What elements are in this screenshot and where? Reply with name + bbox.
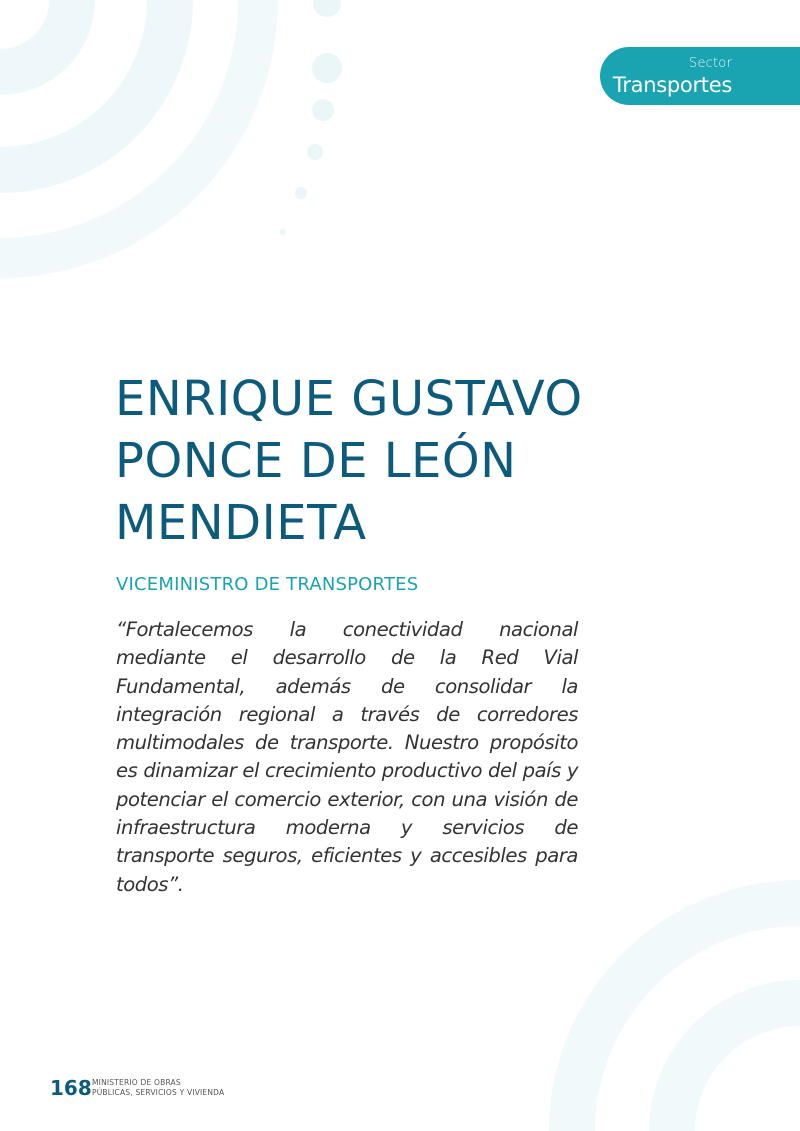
person-name-line-2: PONCE DE LEÓN xyxy=(115,433,517,489)
sector-name: Transportes xyxy=(612,73,732,97)
footer-organization xyxy=(92,1078,224,1098)
deco-dot-3 xyxy=(312,99,334,121)
deco-dot-1 xyxy=(313,0,341,17)
person-name-line-1: ENRIQUE GUSTAVO xyxy=(115,371,583,427)
arc-ring-1 xyxy=(0,0,72,72)
person-name-line-3: MENDIETA xyxy=(115,495,367,551)
arc-ring-br-1 xyxy=(672,1003,800,1131)
person-role: VICEMINISTRO DE TRANSPORTES xyxy=(116,574,419,595)
quote-text: “Fortalecemos la conectividad nacional mediante el desarrollo de la Red Vial Fundamental, además de consolidar la integración regional a través de corredores multimodales de transporte. Nuestro propósito es dinamizar el crecimiento productivo del país y potenciar el comercio exterior, con una visión de infraestructura moderna y servicios de transporte seguros, eficientes y accesibles para todos”. xyxy=(116,618,578,896)
sector-label: Sector xyxy=(689,56,732,71)
footer-org-line-2: PÚBLICAS, SERVICIOS Y VIVIENDA xyxy=(92,1088,225,1097)
deco-dot-6 xyxy=(280,229,286,235)
deco-dot-5 xyxy=(295,187,307,199)
footer-org-line-1: MINISTERIO DE OBRAS xyxy=(92,1078,181,1087)
sector-tab xyxy=(600,47,800,105)
deco-dot-4 xyxy=(307,144,323,160)
page-number: 168 xyxy=(50,1076,92,1100)
person-name xyxy=(115,368,675,554)
deco-dot-2 xyxy=(312,53,342,83)
